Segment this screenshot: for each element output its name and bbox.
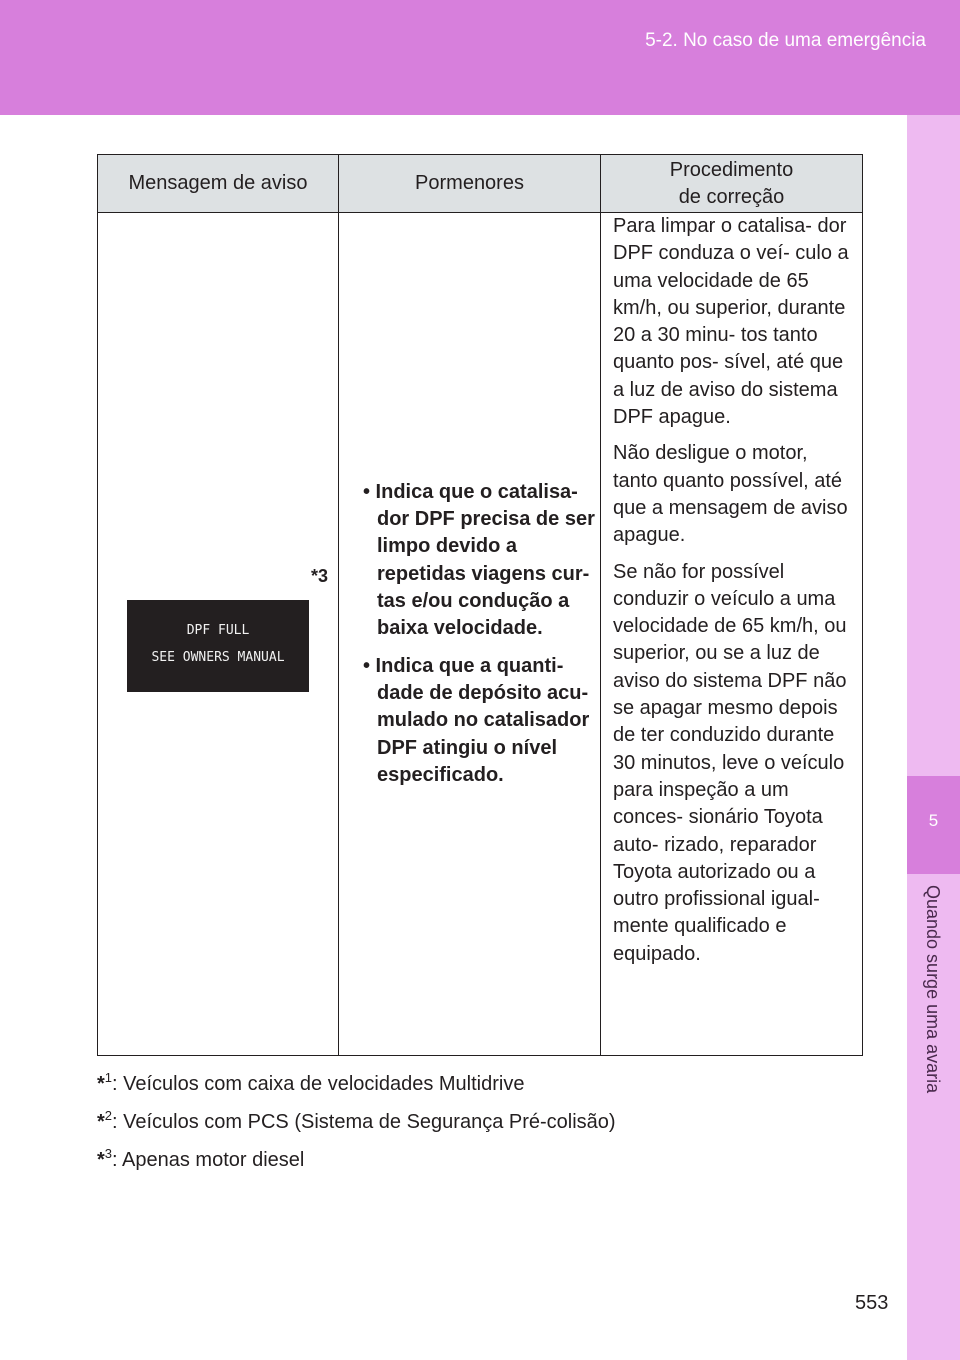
header-message: Mensagem de aviso	[98, 155, 339, 213]
table-row	[98, 213, 863, 1056]
header-procedure: Procedimento de correção	[601, 155, 863, 213]
footnote-2: *$^2$: Veículos com PCS (Sistema de Segurança Pré-colisão)	[97, 1108, 616, 1133]
table-header-row	[98, 155, 863, 213]
header-band	[0, 0, 960, 115]
warning-table	[97, 154, 863, 1056]
display-line-1: DPF FULL	[186, 623, 250, 638]
detail-item: • Indica que a quanti- dade de depósito acu- mulado no catalisador DPF atingiu o nível especificado.	[363, 654, 590, 786]
procedure-paragraph: Para limpar o catalisa- dor DPF conduza o veí- culo a uma velocidade de 65 km/h, ou superior, durante 20 a 30 minu- tos tanto quanto pos- sível, até que a luz de aviso do sistema DPF apague.	[613, 215, 849, 429]
details-cell	[339, 213, 601, 1056]
dpf-full-display-image	[127, 600, 309, 692]
footnote-3: *$^3$: Apenas motor diesel	[97, 1146, 305, 1171]
page-number: 553	[855, 1292, 889, 1314]
procedure-cell	[601, 213, 863, 1056]
footnote-reference: *3	[310, 566, 328, 586]
detail-item: • Indica que o catalisa- dor DPF precisa de ser limpo devido a repetidas viagens cur- tas e/ou condução a baixa velocidade.	[363, 480, 595, 640]
footnotes	[97, 1062, 616, 1176]
footnote-1: *$^1$: Veículos com caixa de velocidades Multidrive	[97, 1070, 525, 1095]
chapter-side-tab	[907, 115, 960, 1360]
warning-message-cell	[98, 213, 339, 1056]
header-details: Pormenores	[339, 155, 601, 213]
chapter-title: Quando surge uma avaria	[923, 885, 943, 1094]
section-title: 5-2. No caso de uma emergência	[645, 30, 926, 51]
procedure-paragraph: Não desligue o motor, tanto quanto possível, até que a mensagem de aviso apague.	[613, 442, 848, 547]
display-line-2: SEE OWNERS MANUAL	[151, 650, 285, 665]
procedure-paragraph: Se não for possível conduzir o veículo a uma velocidade de 65 km/h, ou superior, ou se a luz de aviso do sistema DPF não se apagar mesmo depois de ter conduzido durante 30 minutos, leve o veículo para inspeção a um conces- sionário Toyota auto- rizado, reparador Toyota autorizado ou a outro profissional igual- mente qualificado e equipado.	[613, 560, 847, 965]
chapter-number: 5	[928, 811, 939, 830]
